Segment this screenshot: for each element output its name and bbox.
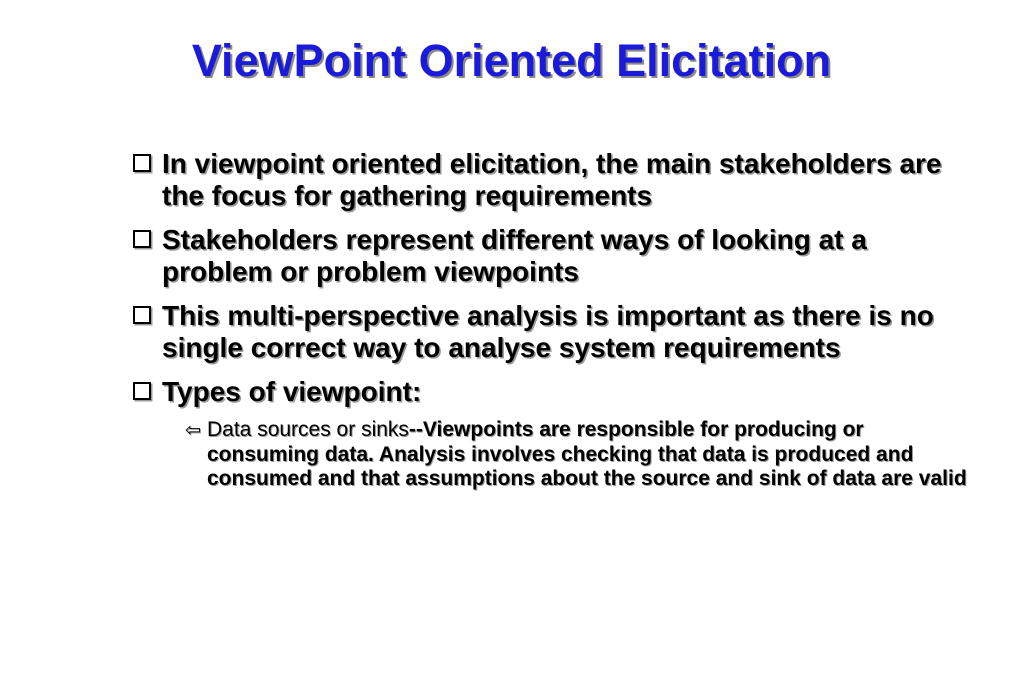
left-arrow-icon: ⇦ — [185, 419, 201, 441]
bullet-text: This multi-perspective analysis is important as there is no single correct way to analyse system requirements — [162, 300, 934, 363]
hollow-square-icon — [133, 382, 151, 400]
bullet-text: Stakeholders represent different ways of looking at a problem or problem viewpoints — [162, 224, 867, 287]
bullet-list — [131, 148, 981, 492]
slide-title: ViewPoint Oriented Elicitation — [191, 35, 832, 86]
hollow-square-icon — [133, 306, 151, 324]
bullet-text: Types of viewpoint: — [162, 376, 422, 407]
bullet-item — [131, 376, 981, 408]
bullet-text: In viewpoint oriented elicitation, the main stakeholders are the focus for gathering requirements — [162, 148, 942, 211]
sub-bullet-text: --Viewpoints are responsible for producing or consuming data. Analysis involves checking that data is produced and consumed and that assumptions about the source and sink of data are valid — [207, 418, 967, 490]
hollow-square-icon — [133, 154, 151, 172]
hollow-square-icon — [133, 230, 151, 248]
sub-bullet-lead: Data sources or sinks — [207, 418, 409, 441]
sub-bullet-item — [185, 418, 981, 492]
bullet-item — [131, 224, 981, 288]
bullet-item — [131, 148, 981, 212]
bullet-item — [131, 300, 981, 364]
